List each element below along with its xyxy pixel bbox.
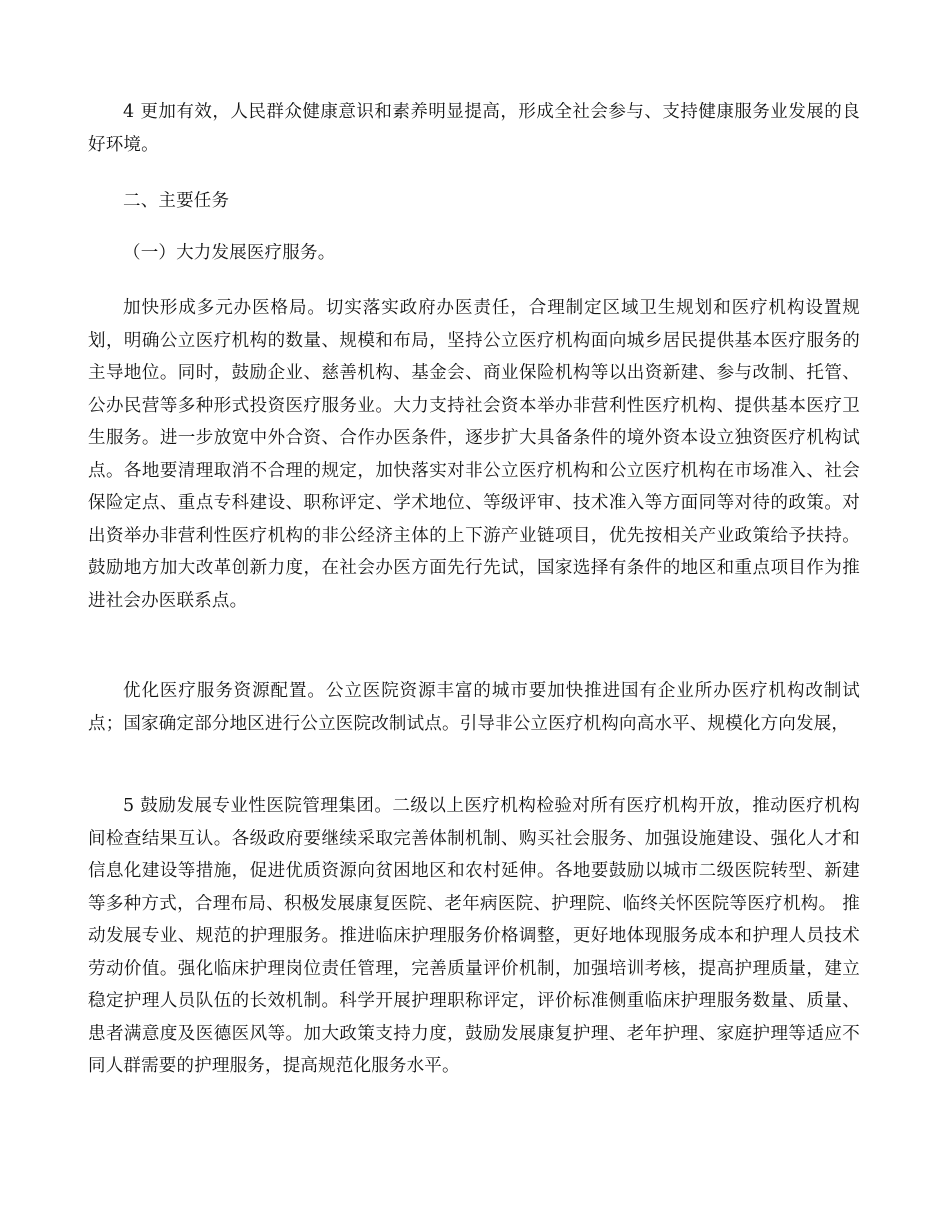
paragraph-diversified-medical-pattern: 加快形成多元办医格局。切实落实政府办医责任，合理制定区域卫生规划和医疗机构设置规划，明确公立医疗机构的数量、规模和布局，坚持公立医疗机构面向城乡居民提供基本医疗服务的主导地位。同时，鼓励企业、慈善机构、基金会、商业保险机构等以出资新建、参与改制、托管、公办民营等多种形式投资医疗服务业。大力支持社会资本举办非营利性医疗机构、提供基本医疗卫生服务。进一步放宽中外合资、合作办医条件，逐步扩大具备条件的境外资本设立独资医疗机构试点。各地要清理取消不合理的规定，加快落实对非公立医疗机构和公立医疗机构在市场准入、社会保险定点、重点专科建设、职称评定、学术地位、等级评审、技术准入等方面同等对待的政策。对出资举办非营利性医疗机构的非公经济主体的上下游产业链项目，优先按相关产业政策给予扶持。鼓励地方加大改革创新力度，在社会办医方面先行先试，国家选择有条件的地区和重点项目作为推进社会办医联系点。 [88,298,860,611]
subsection-heading-medical-services: （一）大力发展医疗服务。 [123,243,336,263]
paragraph-hospital-groups-nursing: 5 鼓励发展专业性医院管理集团。二级以上医疗机构检验对所有医疗机构开放，推动医疗机构间检查结果互认。各级政府要继续采取完善体制机制、购买社会服务、加强设施建设、强化人才和信息化建设等措施，促进优质资源向贫困地区和农村延伸。各地要鼓励以城市二级医院转型、新建等多种方式，合理布局、积极发展康复医院、老年病医院、护理院、临终关怀医院等医疗机构。 推动发展专业、规范的护理服务。推进临床护理服务价格调整，更好地体现服务成本和护理人员技术劳动价值。强化临床护理岗位责任管理，完善质量评价机制，加强培训考核，提高护理质量，建立稳定护理人员队伍的长效机制。科学开展护理职称评定，评价标准侧重临床护理服务数量、质量、患者满意度及医德医风等。加大政策支持力度，鼓励发展康复护理、老年护理、家庭护理等适应不同人群需要的护理服务，提高规范化服务水平。 [88,796,860,1076]
paragraph-intro-continuation: 4 更加有效，人民群众健康意识和素养明显提高，形成全社会参与、支持健康服务业发展的良好环境。 [88,102,860,155]
section-heading-main-tasks: 二、主要任务 [123,191,230,211]
paragraph-optimize-resources: 优化医疗服务资源配置。公立医院资源丰富的城市要加快推进国有企业所办医疗机构改制试点；国家确定部分地区进行公立医院改制试点。引导非公立医疗机构向高水平、规模化方向发展， [88,681,860,734]
